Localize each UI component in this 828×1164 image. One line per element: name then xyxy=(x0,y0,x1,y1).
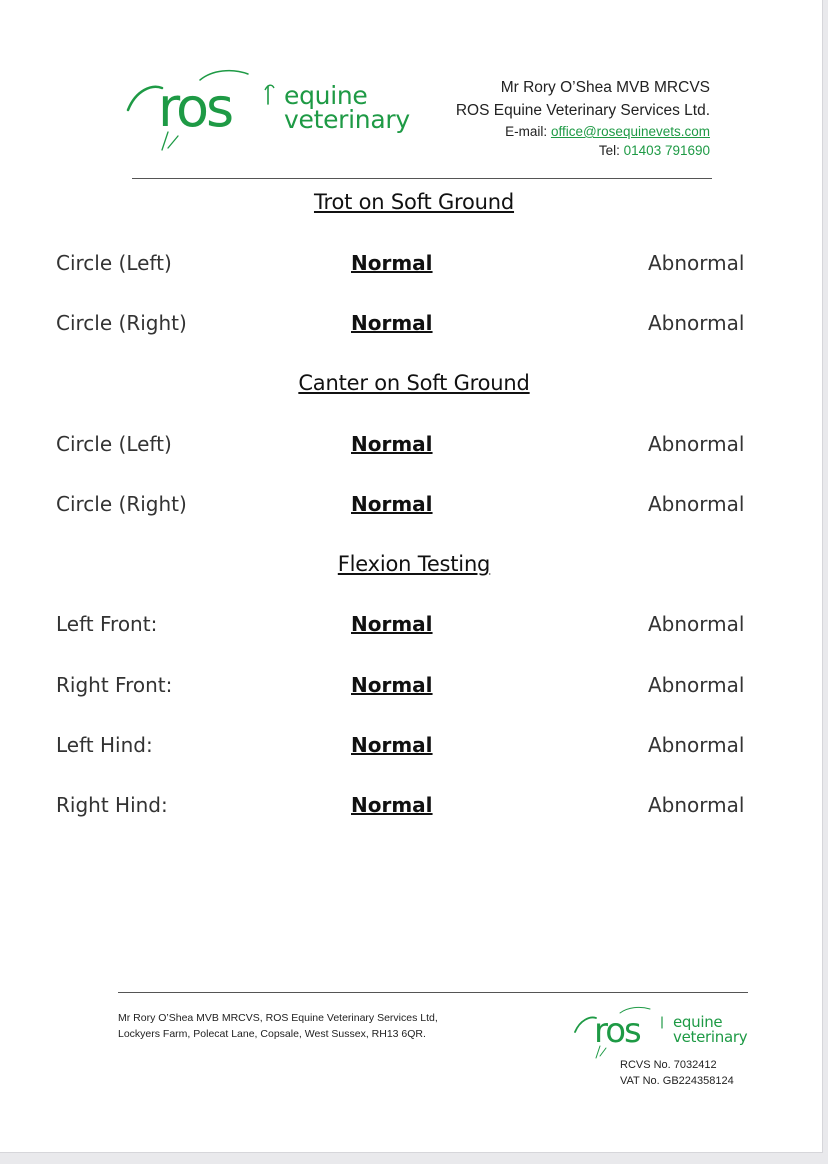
result-row xyxy=(0,612,828,642)
logo-word-equine: equine xyxy=(284,81,368,110)
row-label: Circle (Left) xyxy=(56,251,172,275)
result-row xyxy=(0,733,828,763)
abnormal-option: Abnormal xyxy=(648,673,745,697)
row-label: Right Front: xyxy=(56,673,173,697)
section-title: Trot on Soft Ground xyxy=(313,190,515,214)
email-label: E-mail: xyxy=(505,124,548,139)
row-label: Circle (Left) xyxy=(56,432,172,456)
row-label: Circle (Right) xyxy=(56,311,187,335)
vet-name: Mr Rory O’Shea MVB MRCVS xyxy=(500,79,710,96)
ros-logo-text: ros xyxy=(158,76,232,139)
logo-word-veterinary: veterinary xyxy=(673,1028,748,1046)
tel-label: Tel: xyxy=(598,143,620,158)
result-row xyxy=(0,251,828,281)
result-row xyxy=(0,673,828,703)
ros-logo-text: ros xyxy=(594,1011,640,1051)
logo-words xyxy=(284,83,410,132)
vat-number: VAT No. GB224358124 xyxy=(620,1075,734,1087)
abnormal-option: Abnormal xyxy=(648,793,745,817)
company-name: ROS Equine Veterinary Services Ltd. xyxy=(455,102,710,119)
email-link[interactable]: office@rosequinevets.com xyxy=(550,124,710,139)
ros-logo-mark xyxy=(572,1004,672,1060)
footer-registration xyxy=(620,1057,734,1089)
result-row xyxy=(0,793,828,823)
abnormal-option: Abnormal xyxy=(648,612,745,636)
row-label: Right Hind: xyxy=(56,793,168,817)
row-label: Circle (Right) xyxy=(56,492,187,516)
normal-option: Normal xyxy=(351,311,433,335)
footer-logo xyxy=(572,1004,752,1060)
normal-option: Normal xyxy=(351,251,433,275)
normal-option: Normal xyxy=(351,673,433,697)
logo-word-veterinary: veterinary xyxy=(284,105,410,134)
result-row xyxy=(0,432,828,462)
section-title: Flexion Testing xyxy=(337,552,491,576)
ros-logo-mark xyxy=(122,66,282,156)
footer-address-line: Lockyers Farm, Polecat Lane, Copsale, West Sussex, RH13 6QR. xyxy=(118,1028,426,1040)
footer-divider xyxy=(118,992,748,993)
normal-option: Normal xyxy=(351,492,433,516)
section-title: Canter on Soft Ground xyxy=(298,371,530,395)
result-row xyxy=(0,492,828,522)
header-divider xyxy=(132,178,712,179)
result-row xyxy=(0,311,828,341)
header-logo xyxy=(122,66,412,156)
abnormal-option: Abnormal xyxy=(648,492,745,516)
footer-address xyxy=(118,1010,438,1042)
abnormal-option: Abnormal xyxy=(648,733,745,757)
abnormal-option: Abnormal xyxy=(648,251,745,275)
footer-address-line: Mr Rory O’Shea MVB MRCVS, ROS Equine Veterinary Services Ltd, xyxy=(118,1012,438,1024)
email-line xyxy=(456,122,710,141)
row-label: Left Front: xyxy=(56,612,158,636)
abnormal-option: Abnormal xyxy=(648,432,745,456)
normal-option: Normal xyxy=(351,612,433,636)
rcvs-number: RCVS No. 7032412 xyxy=(620,1059,717,1071)
tel-number: 01403 791690 xyxy=(623,143,710,158)
logo-words xyxy=(673,1015,747,1045)
logo-word-equine: equine xyxy=(673,1013,723,1031)
normal-option: Normal xyxy=(351,733,433,757)
normal-option: Normal xyxy=(351,793,433,817)
header-contact xyxy=(456,76,710,160)
abnormal-option: Abnormal xyxy=(648,311,745,335)
row-label: Left Hind: xyxy=(56,733,153,757)
tel-line xyxy=(456,141,710,160)
normal-option: Normal xyxy=(351,432,433,456)
